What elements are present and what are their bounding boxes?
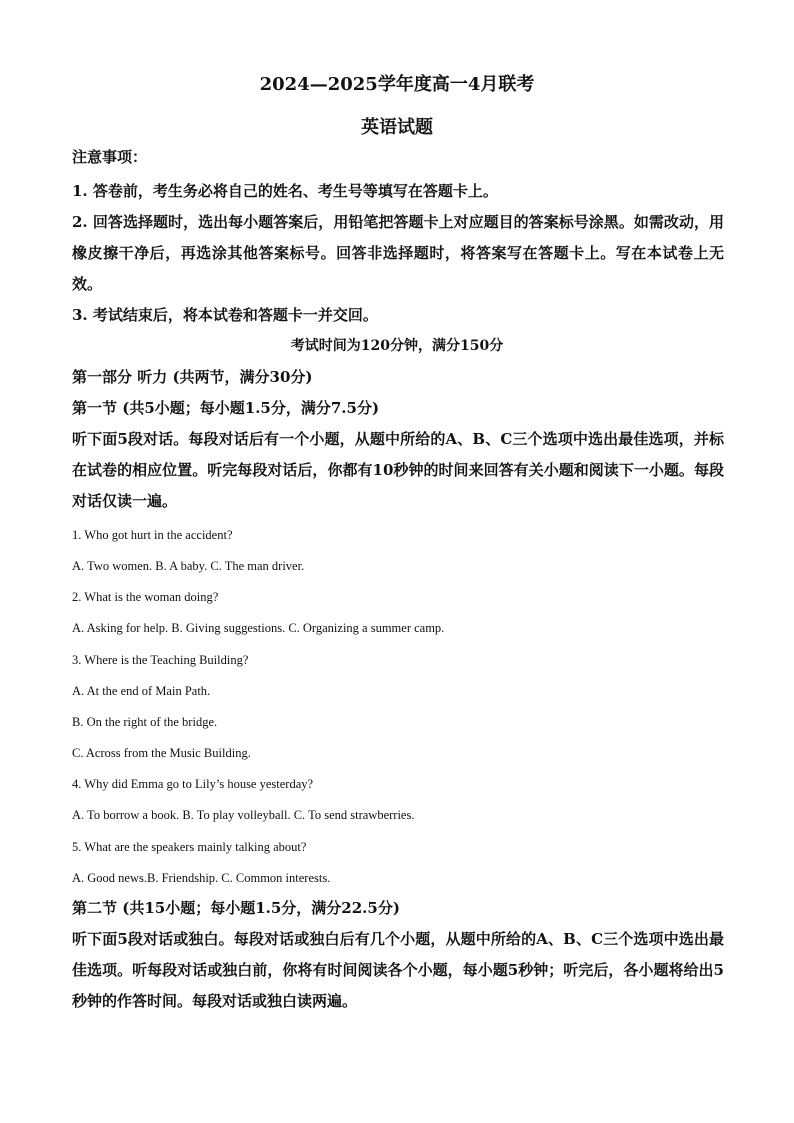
question-5: 5. What are the speakers mainly talking about? (72, 840, 307, 854)
section1-instructions: 听下面5段对话。每段对话后有一个小题，从题中所给的A、B、C三个选项中选出最佳选项，并标在试卷的相应位置。听完每段对话后，你都有10秒钟的时间来回答有关小题和阅读下一小题。每段对话仅读一遍。 (72, 430, 724, 510)
question-1-options: A. Two women. B. A baby. C. The man driver. (72, 559, 305, 573)
section2-heading: 第二节 (共15小题；每小题1.5分，满分22.5分) (72, 899, 400, 917)
question-3-option-c: C. Across from the Music Building. (72, 746, 251, 760)
question-1: 1. Who got hurt in the accident? (72, 528, 233, 542)
notice-item-1: 1. 答卷前，考生务必将自己的姓名、考生号等填写在答题卡上。 (72, 182, 498, 200)
notice-item-2: 2. 回答选择题时，选出每小题答案后，用铅笔把答题卡上对应题目的答案标号涂黑。如需改动，用橡皮擦干净后，再选涂其他答案标号。回答非选择题时，将答案写在答题卡上。写在本试卷上无效。 (72, 213, 724, 293)
question-3-option-b: B. On the right of the bridge. (72, 715, 218, 729)
question-3: 3. Where is the Teaching Building? (72, 653, 249, 667)
question-4: 4. Why did Emma go to Lily’s house yesterday? (72, 777, 314, 791)
part1-heading: 第一部分 听力 (共两节，满分30分) (72, 368, 313, 386)
question-3-option-a: A. At the end of Main Path. (72, 684, 211, 698)
question-5-options: A. Good news.B. Friendship. C. Common interests. (72, 871, 331, 885)
exam-title: 2024—2025学年度高一4月联考 (259, 74, 535, 95)
exam-subtitle: 英语试题 (361, 117, 433, 138)
notice-item-3: 3. 考试结束后，将本试卷和答题卡一并交回。 (72, 306, 378, 324)
question-4-options: A. To borrow a book. B. To play volleyball. C. To send strawberries. (72, 808, 415, 822)
section1-heading: 第一节 (共5小题；每小题1.5分，满分7.5分) (72, 399, 380, 417)
question-2-options: A. Asking for help. B. Giving suggestions. C. Organizing a summer camp. (72, 621, 445, 635)
question-2: 2. What is the woman doing? (72, 590, 219, 604)
section2-instructions: 听下面5段对话或独白。每段对话或独白后有几个小题，从题中所给的A、B、C三个选项中选出最佳选项。听每段对话或独白前，你将有时间阅读各个小题，每小题5秒钟；听完后，各小题将给出5秒钟的作答时间。每段对话或独白读两遍。 (72, 930, 724, 1010)
exam-time: 考试时间为120分钟，满分150分 (290, 338, 504, 354)
notice-heading: 注意事项： (72, 148, 148, 166)
